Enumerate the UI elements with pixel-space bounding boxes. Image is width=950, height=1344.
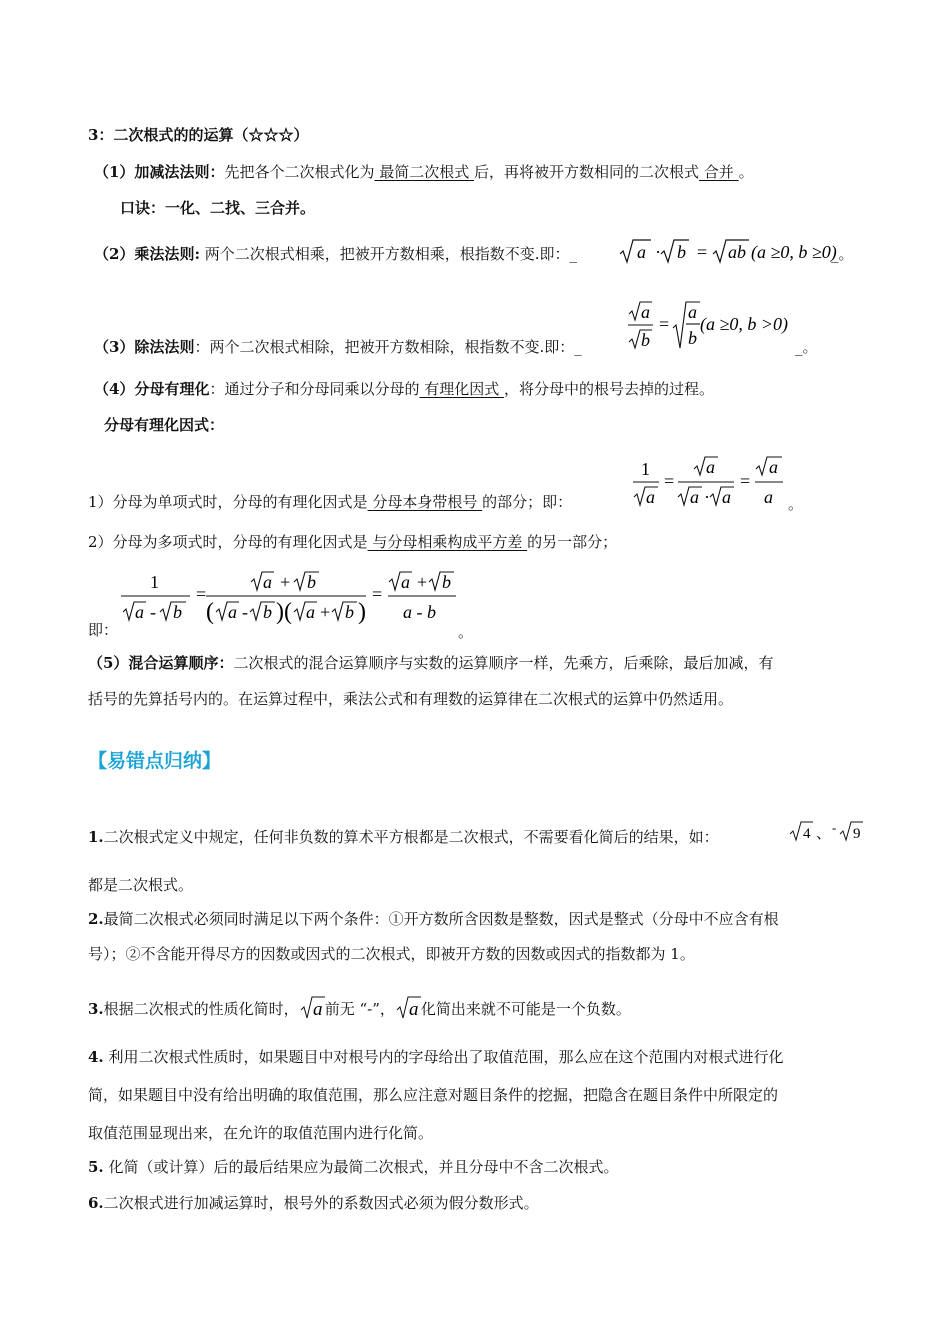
error-item-3-num: 3. <box>88 1000 104 1018</box>
svg-text:a: a <box>646 487 655 507</box>
svg-text:·: · <box>704 487 710 507</box>
error-item-1-line2: 都是二次根式。 <box>88 876 194 894</box>
error-item-4-num: 4. <box>88 1048 104 1066</box>
mnemonic-text: 口诀：一化、二找、三合并。 <box>120 199 316 217</box>
svg-text:=: = <box>697 242 708 262</box>
svg-text:+: + <box>280 572 291 592</box>
svg-text:=: = <box>664 471 675 491</box>
rule3-line <box>94 340 582 355</box>
svg-text:): ) <box>358 599 366 625</box>
error-item-4-line2: 简，如果题目中没有给出明确的取值范围，那么应注意对题目条件的挖掘，把隐含在题目条件中所限定的 <box>88 1086 779 1104</box>
svg-text:=: = <box>372 584 383 604</box>
error-item-1-line1 <box>88 830 719 845</box>
svg-text:a: a <box>401 572 410 592</box>
error-item-4-line3: 取值范围显现出来，在允许的取值范围内进行化简。 <box>88 1124 434 1142</box>
rule5-text1: 二次根式的混合运算顺序与实数的运算顺序一样，先乘方，后乘除，最后加减，有 <box>233 654 774 672</box>
rule4-label: （4）分母有理化 <box>94 380 210 398</box>
case2-end: 的另一部分； <box>527 533 618 551</box>
svg-text:+: + <box>320 602 331 622</box>
rule1-pre: 先把各个二次根式化为 <box>224 163 375 181</box>
svg-text:b: b <box>263 602 272 622</box>
error-item-3-mid: 前无 “-”， <box>324 1000 395 1018</box>
rule4-pre: ：通过分子和分母同乘以分母的 <box>209 380 420 398</box>
svg-text:a - b: a - b <box>403 602 436 622</box>
error-item-5-line <box>88 1160 618 1175</box>
svg-text:=: = <box>740 471 751 491</box>
svg-text:-: - <box>150 602 156 622</box>
svg-text:-: - <box>832 820 837 835</box>
rule2-end: _。 <box>831 245 854 263</box>
mnemonic <box>120 201 315 216</box>
error-item-1-text: 二次根式定义中规定，任何非负数的算术平方根都是二次根式，不需要看化简后的结果，如： <box>103 828 719 846</box>
monomial-rationalization-formula <box>632 455 792 511</box>
svg-text:-: - <box>242 602 248 622</box>
svg-text:a: a <box>690 487 699 507</box>
error-item-6-line <box>88 1196 539 1211</box>
svg-text:·: · <box>655 242 661 262</box>
rule3-text: ：两个二次根式相除，把被开方数相除，根指数不变.即：_ <box>194 338 582 356</box>
svg-text:(: ( <box>206 599 214 625</box>
svg-text:a: a <box>764 487 773 507</box>
rule4-line <box>94 382 714 397</box>
error-item-1-num: 1. <box>88 828 104 846</box>
error-item-2-line2: 号）；②不含能开得尽方的因数或因式的二次根式，即被开方数的因数或因式的指数都为 1。 <box>88 945 695 963</box>
svg-text:a: a <box>706 457 715 477</box>
svg-text:a: a <box>769 457 778 477</box>
svg-text:(: ( <box>284 599 292 625</box>
rule4-end: ，将分母中的根号去掉的过程。 <box>504 380 715 398</box>
svg-text:a: a <box>408 999 419 1020</box>
error-item-2-line1 <box>88 912 779 927</box>
svg-text:a: a <box>641 302 650 322</box>
svg-text:b: b <box>442 572 451 592</box>
svg-text:b: b <box>307 572 316 592</box>
mult-radicand-b: b <box>677 242 686 262</box>
case1-line <box>88 495 572 510</box>
mult-condition: (a ≥0, b ≥0) <box>751 242 837 262</box>
case1-blank: 分母本身带根号 <box>367 493 483 511</box>
rule5-label: （5）混合运算顺序： <box>88 654 234 672</box>
rule3-label: （3）除法法则 <box>94 338 195 356</box>
multiplication-formula <box>617 236 837 266</box>
case2-period: 。 <box>458 623 474 641</box>
svg-text:b: b <box>688 328 697 348</box>
error-item-2-num: 2. <box>88 910 104 928</box>
svg-text:+: + <box>417 572 428 592</box>
rule1-end: 。 <box>738 163 754 181</box>
error-item-5-text: 化简（或计算）后的最后结果应为最简二次根式，并且分母中不含二次根式。 <box>103 1158 619 1176</box>
rule1-blank-merge: 合并 <box>699 163 739 181</box>
case2-numerator-one: 1 <box>150 572 159 592</box>
svg-text:9: 9 <box>853 826 861 842</box>
errors-heading: 【易错点归纳】 <box>88 750 222 772</box>
svg-text:4: 4 <box>803 826 811 842</box>
error-item-4-text1: 利用二次根式性质时，如果题目中对根号内的字母给出了取值范围，那么应在这个范围内对根式进行化 <box>103 1048 784 1066</box>
svg-text:a: a <box>688 302 697 322</box>
rule5-line1 <box>88 656 773 671</box>
case1-period: 。 <box>788 495 804 513</box>
case2-line <box>88 535 617 550</box>
error-item-6-text: 二次根式进行加减运算时，根号外的系数因式必须为假分数形式。 <box>103 1194 539 1212</box>
error-item-3-line <box>88 996 631 1020</box>
rule1-label: （1）加减法法则： <box>94 163 225 181</box>
sqrt-a-symbol <box>299 996 325 1020</box>
section-title: 3：二次根式的的运算（☆☆☆） <box>88 126 309 144</box>
error-item-6-num: 6. <box>88 1194 104 1212</box>
case1-pre: 1）分母为单项式时，分母的有理化因式是 <box>88 493 368 511</box>
case1-numerator-one: 1 <box>641 459 650 479</box>
mult-radicand-ab: ab <box>728 242 746 262</box>
case2-pre: 2）分母为多项式时，分母的有理化因式是 <box>88 533 368 551</box>
svg-text:b: b <box>345 602 354 622</box>
svg-text:=: = <box>196 584 207 604</box>
error-item-3-end: 化简出来就不可能是一个负数。 <box>420 1000 631 1018</box>
rule2-text: 两个二次根式相乘，把被开方数相乘，根指数不变.即：_ <box>199 245 578 263</box>
svg-text:a: a <box>722 487 731 507</box>
svg-text:b: b <box>641 330 650 350</box>
svg-text:a: a <box>228 602 237 622</box>
rule4-blank: 有理化因式 <box>419 380 505 398</box>
rationalizing-title: 分母有理化因式： <box>104 416 225 434</box>
case1-end: 的部分；即： <box>482 493 573 511</box>
binomial-rationalization-formula <box>120 566 460 628</box>
case2-blank: 与分母相乘构成平方差 <box>367 533 528 551</box>
svg-text:a: a <box>312 999 323 1020</box>
rule1-mid: 后，再将被开方数相同的二次根式 <box>474 163 700 181</box>
rule5-line2: 括号的先算括号内的。在运算过程中，乘法公式和有理数的运算律在二次根式的运算中仍然适用。 <box>88 690 734 708</box>
div-condition: (a ≥0, b >0) <box>700 314 789 334</box>
division-formula <box>626 300 806 356</box>
svg-text:=: = <box>659 314 670 334</box>
rule1-blank-simplest: 最简二次根式 <box>374 163 475 181</box>
svg-text:b: b <box>173 602 182 622</box>
svg-text:a: a <box>135 602 144 622</box>
svg-text:a: a <box>263 572 272 592</box>
rule1-line <box>94 165 754 180</box>
sqrt-a-symbol-2 <box>395 996 421 1020</box>
rule2-line <box>94 247 577 262</box>
error-item-2-text1: 最简二次根式必须同时满足以下两个条件：①开方数所含因数是整数，因式是整式（分母中不应含有根 <box>103 910 779 928</box>
error-item-4-line1 <box>88 1050 783 1065</box>
error-item-3-pre: 根据二次根式的性质化简时， <box>103 1000 299 1018</box>
rule3-end: _。 <box>795 338 818 356</box>
svg-text:a: a <box>306 602 315 622</box>
mult-radicand-a: a <box>637 242 646 262</box>
rule2-label: （2）乘法法则: <box>94 245 200 263</box>
svg-text:): ) <box>276 599 284 625</box>
case2-lead: 即： <box>88 621 119 639</box>
error-item-5-num: 5. <box>88 1158 104 1176</box>
item1-examples <box>788 820 868 846</box>
svg-text:、: 、 <box>816 826 832 842</box>
